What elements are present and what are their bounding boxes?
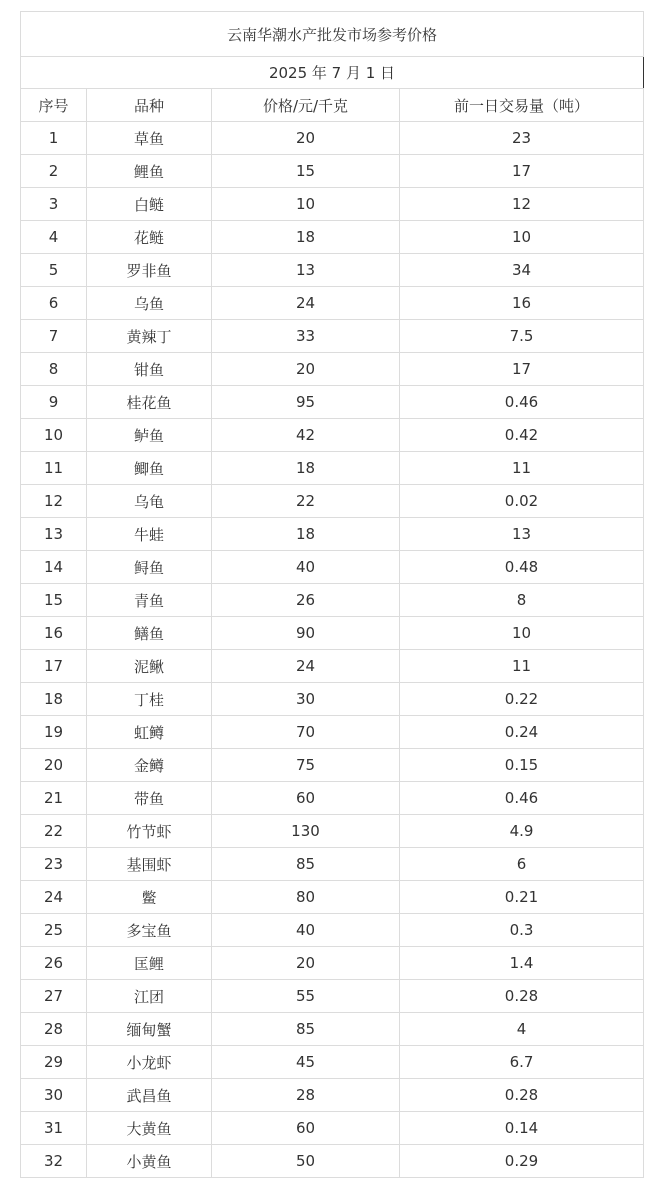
table-row (21, 452, 644, 485)
cell-variety: 牛蛙 (87, 518, 212, 551)
table-row (21, 1112, 644, 1145)
cell-index: 26 (21, 947, 87, 980)
cell-index: 24 (21, 881, 87, 914)
table-row (21, 650, 644, 683)
cell-price: 20 (212, 122, 400, 155)
price-table (20, 11, 644, 1178)
cell-index: 8 (21, 353, 87, 386)
cell-variety: 钳鱼 (87, 353, 212, 386)
cell-price: 20 (212, 947, 400, 980)
cell-volume: 0.42 (400, 419, 644, 452)
cell-price: 40 (212, 551, 400, 584)
cell-index: 10 (21, 419, 87, 452)
cell-index: 28 (21, 1013, 87, 1046)
table-row (21, 320, 644, 353)
cell-index: 23 (21, 848, 87, 881)
cell-volume: 13 (400, 518, 644, 551)
cell-volume: 8 (400, 584, 644, 617)
cell-price: 70 (212, 716, 400, 749)
cell-volume: 12 (400, 188, 644, 221)
cell-index: 4 (21, 221, 87, 254)
cell-variety: 小龙虾 (87, 1046, 212, 1079)
cell-volume: 7.5 (400, 320, 644, 353)
cell-price: 33 (212, 320, 400, 353)
cell-index: 31 (21, 1112, 87, 1145)
cell-price: 18 (212, 452, 400, 485)
table-row (21, 947, 644, 980)
cell-index: 21 (21, 782, 87, 815)
table-date: 2025 年 7 月 1 日 (21, 57, 644, 89)
table-row (21, 155, 644, 188)
cell-index: 15 (21, 584, 87, 617)
cell-price: 45 (212, 1046, 400, 1079)
cell-variety: 武昌鱼 (87, 1079, 212, 1112)
cell-volume: 10 (400, 617, 644, 650)
table-row (21, 485, 644, 518)
cell-index: 18 (21, 683, 87, 716)
cell-volume: 1.4 (400, 947, 644, 980)
table-title: 云南华潮水产批发市场参考价格 (21, 12, 644, 57)
cell-volume: 0.46 (400, 386, 644, 419)
cell-variety: 带鱼 (87, 782, 212, 815)
cell-index: 14 (21, 551, 87, 584)
cell-variety: 桂花鱼 (87, 386, 212, 419)
table-row (21, 386, 644, 419)
cell-variety: 黄辣丁 (87, 320, 212, 353)
cell-volume: 16 (400, 287, 644, 320)
header-row (21, 89, 644, 122)
cell-volume: 4 (400, 1013, 644, 1046)
cell-variety: 虹鳟 (87, 716, 212, 749)
cell-volume: 0.46 (400, 782, 644, 815)
cell-variety: 多宝鱼 (87, 914, 212, 947)
cell-index: 6 (21, 287, 87, 320)
cell-price: 85 (212, 1013, 400, 1046)
table-row (21, 749, 644, 782)
date-row (21, 57, 644, 89)
cell-index: 29 (21, 1046, 87, 1079)
cell-price: 18 (212, 221, 400, 254)
cell-variety: 鲫鱼 (87, 452, 212, 485)
cell-variety: 匡鲤 (87, 947, 212, 980)
cell-price: 90 (212, 617, 400, 650)
cell-variety: 白鲢 (87, 188, 212, 221)
cell-index: 11 (21, 452, 87, 485)
cell-price: 130 (212, 815, 400, 848)
table-row (21, 188, 644, 221)
cell-volume: 11 (400, 452, 644, 485)
header-volume: 前一日交易量（吨） (400, 89, 644, 122)
table-row (21, 287, 644, 320)
table-row (21, 683, 644, 716)
cell-price: 24 (212, 287, 400, 320)
cell-price: 42 (212, 419, 400, 452)
cell-variety: 罗非鱼 (87, 254, 212, 287)
cell-volume: 0.29 (400, 1145, 644, 1178)
cell-index: 2 (21, 155, 87, 188)
cell-price: 85 (212, 848, 400, 881)
cell-variety: 鲟鱼 (87, 551, 212, 584)
cell-volume: 0.21 (400, 881, 644, 914)
cell-volume: 0.48 (400, 551, 644, 584)
cell-volume: 0.22 (400, 683, 644, 716)
cell-price: 15 (212, 155, 400, 188)
table-row (21, 1145, 644, 1178)
cell-volume: 0.02 (400, 485, 644, 518)
cell-index: 1 (21, 122, 87, 155)
cell-variety: 泥鳅 (87, 650, 212, 683)
cell-variety: 小黄鱼 (87, 1145, 212, 1178)
cell-index: 30 (21, 1079, 87, 1112)
cell-volume: 10 (400, 221, 644, 254)
table-row (21, 1046, 644, 1079)
cell-price: 50 (212, 1145, 400, 1178)
header-variety: 品种 (87, 89, 212, 122)
cell-price: 40 (212, 914, 400, 947)
cell-variety: 乌鱼 (87, 287, 212, 320)
cell-index: 27 (21, 980, 87, 1013)
cell-price: 22 (212, 485, 400, 518)
cell-index: 25 (21, 914, 87, 947)
title-row (21, 12, 644, 57)
cell-price: 20 (212, 353, 400, 386)
cell-price: 80 (212, 881, 400, 914)
cell-price: 10 (212, 188, 400, 221)
table-row (21, 122, 644, 155)
cell-volume: 0.3 (400, 914, 644, 947)
cell-variety: 江团 (87, 980, 212, 1013)
header-index: 序号 (21, 89, 87, 122)
table-row (21, 353, 644, 386)
cell-volume: 0.28 (400, 1079, 644, 1112)
cell-index: 32 (21, 1145, 87, 1178)
cell-variety: 乌龟 (87, 485, 212, 518)
cell-index: 20 (21, 749, 87, 782)
table-row (21, 980, 644, 1013)
cell-volume: 17 (400, 353, 644, 386)
table-row (21, 551, 644, 584)
cell-variety: 竹节虾 (87, 815, 212, 848)
table-row (21, 848, 644, 881)
table-row (21, 419, 644, 452)
cell-variety: 金鳟 (87, 749, 212, 782)
cell-index: 7 (21, 320, 87, 353)
cell-volume: 0.15 (400, 749, 644, 782)
cell-index: 13 (21, 518, 87, 551)
table-row (21, 815, 644, 848)
table-row (21, 221, 644, 254)
cell-variety: 缅甸蟹 (87, 1013, 212, 1046)
table-row (21, 1079, 644, 1112)
cell-volume: 17 (400, 155, 644, 188)
cell-volume: 0.24 (400, 716, 644, 749)
table-row (21, 881, 644, 914)
cell-price: 24 (212, 650, 400, 683)
cell-variety: 基围虾 (87, 848, 212, 881)
cell-index: 22 (21, 815, 87, 848)
cell-variety: 青鱼 (87, 584, 212, 617)
header-price: 价格/元/千克 (212, 89, 400, 122)
cell-price: 13 (212, 254, 400, 287)
cell-volume: 11 (400, 650, 644, 683)
cell-index: 12 (21, 485, 87, 518)
table-row (21, 782, 644, 815)
cell-variety: 鳝鱼 (87, 617, 212, 650)
table-row (21, 716, 644, 749)
table-row (21, 584, 644, 617)
table-row (21, 518, 644, 551)
cell-variety: 鲈鱼 (87, 419, 212, 452)
cell-index: 3 (21, 188, 87, 221)
table-row (21, 1013, 644, 1046)
cell-index: 16 (21, 617, 87, 650)
cell-price: 95 (212, 386, 400, 419)
cell-index: 17 (21, 650, 87, 683)
table-row (21, 617, 644, 650)
cell-variety: 鳖 (87, 881, 212, 914)
cell-index: 5 (21, 254, 87, 287)
cell-price: 28 (212, 1079, 400, 1112)
cell-volume: 0.14 (400, 1112, 644, 1145)
cell-price: 60 (212, 782, 400, 815)
cell-price: 55 (212, 980, 400, 1013)
cell-volume: 0.28 (400, 980, 644, 1013)
cell-volume: 34 (400, 254, 644, 287)
table-row (21, 254, 644, 287)
cell-volume: 6.7 (400, 1046, 644, 1079)
cell-volume: 4.9 (400, 815, 644, 848)
cell-variety: 丁桂 (87, 683, 212, 716)
cell-index: 19 (21, 716, 87, 749)
cell-volume: 23 (400, 122, 644, 155)
cell-price: 18 (212, 518, 400, 551)
cell-variety: 草鱼 (87, 122, 212, 155)
cell-price: 60 (212, 1112, 400, 1145)
cell-variety: 花鲢 (87, 221, 212, 254)
cell-variety: 鲤鱼 (87, 155, 212, 188)
cell-price: 75 (212, 749, 400, 782)
cell-index: 9 (21, 386, 87, 419)
price-table-container (20, 11, 643, 1178)
cell-volume: 6 (400, 848, 644, 881)
cell-price: 30 (212, 683, 400, 716)
cell-price: 26 (212, 584, 400, 617)
cell-variety: 大黄鱼 (87, 1112, 212, 1145)
table-row (21, 914, 644, 947)
